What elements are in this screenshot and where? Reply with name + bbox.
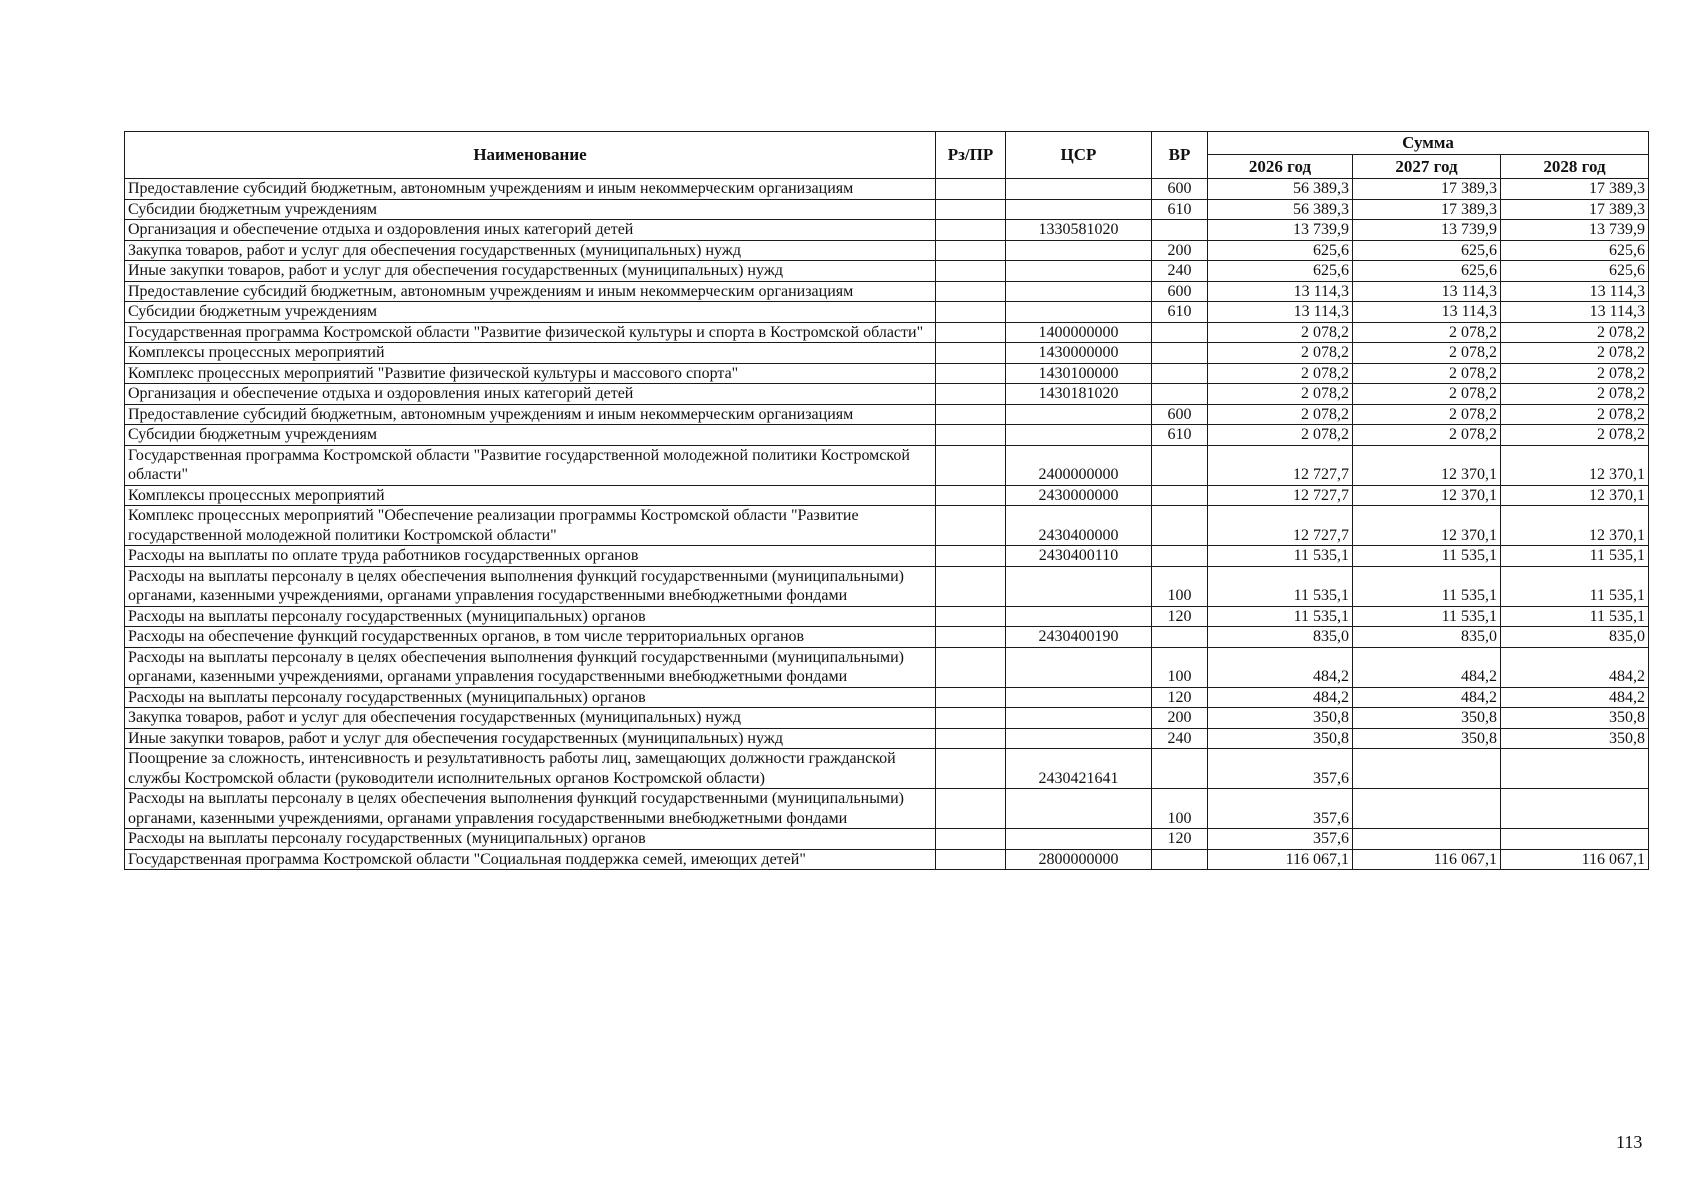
cell-2028: 12 370,1 xyxy=(1501,506,1649,546)
table-row xyxy=(125,789,1649,829)
cell-name: Расходы на выплаты персоналу в целях обеспечения выполнения функций государственными (муниципальными) органами, казенными учреждениями, органами управления государственными внебюджетными фондами xyxy=(125,647,936,687)
cell-vr xyxy=(1152,220,1208,241)
cell-vr: 120 xyxy=(1152,829,1208,850)
cell-2027: 12 370,1 xyxy=(1353,506,1501,546)
cell-2026: 350,8 xyxy=(1208,728,1353,749)
table-body xyxy=(125,179,1649,870)
cell-2027: 116 067,1 xyxy=(1353,849,1501,870)
cell-2026: 13 114,3 xyxy=(1208,281,1353,302)
cell-name: Государственная программа Костромской области "Развитие физической культуры и спорта в Костромской области" xyxy=(125,322,936,343)
cell-vr xyxy=(1152,363,1208,384)
cell-name: Расходы на обеспечение функций государственных органов, в том числе территориальных органов xyxy=(125,627,936,648)
cell-2028 xyxy=(1501,789,1649,829)
cell-name: Расходы на выплаты персоналу государственных (муниципальных) органов xyxy=(125,687,936,708)
cell-name: Расходы на выплаты персоналу государственных (муниципальных) органов xyxy=(125,829,936,850)
cell-2028: 13 739,9 xyxy=(1501,220,1649,241)
cell-name: Государственная программа Костромской области "Развитие государственной молодежной политики Костромской области" xyxy=(125,445,936,485)
cell-vr: 610 xyxy=(1152,199,1208,220)
header-year-2026: 2026 год xyxy=(1208,155,1353,179)
cell-2027 xyxy=(1353,749,1501,789)
cell-2026: 357,6 xyxy=(1208,789,1353,829)
cell-vr: 240 xyxy=(1152,261,1208,282)
cell-vr xyxy=(1152,749,1208,789)
cell-2027: 625,6 xyxy=(1353,261,1501,282)
cell-2026: 2 078,2 xyxy=(1208,404,1353,425)
table-row xyxy=(125,425,1649,446)
cell-rzpr xyxy=(936,687,1006,708)
cell-2027: 2 078,2 xyxy=(1353,343,1501,364)
cell-rzpr xyxy=(936,789,1006,829)
cell-rzpr xyxy=(936,647,1006,687)
cell-2028: 484,2 xyxy=(1501,687,1649,708)
cell-2027: 2 078,2 xyxy=(1353,425,1501,446)
cell-name: Предоставление субсидий бюджетным, автономным учреждениям и иным некоммерческим организациям xyxy=(125,404,936,425)
cell-2026: 357,6 xyxy=(1208,829,1353,850)
cell-csr xyxy=(1006,606,1152,627)
cell-2027: 484,2 xyxy=(1353,687,1501,708)
header-year-2028: 2028 год xyxy=(1501,155,1649,179)
cell-2027: 2 078,2 xyxy=(1353,384,1501,405)
cell-2028: 2 078,2 xyxy=(1501,404,1649,425)
cell-csr xyxy=(1006,687,1152,708)
cell-name: Иные закупки товаров, работ и услуг для обеспечения государственных (муниципальных) нужд xyxy=(125,261,936,282)
cell-2028: 2 078,2 xyxy=(1501,363,1649,384)
cell-csr xyxy=(1006,425,1152,446)
table-row xyxy=(125,849,1649,870)
cell-csr: 2430400110 xyxy=(1006,546,1152,567)
cell-2026: 2 078,2 xyxy=(1208,425,1353,446)
cell-2027: 484,2 xyxy=(1353,647,1501,687)
cell-rzpr xyxy=(936,708,1006,729)
cell-vr xyxy=(1152,384,1208,405)
cell-csr xyxy=(1006,199,1152,220)
cell-csr xyxy=(1006,404,1152,425)
header-rzpr: Рз/ПР xyxy=(936,132,1006,179)
cell-2028: 625,6 xyxy=(1501,261,1649,282)
cell-2027: 2 078,2 xyxy=(1353,322,1501,343)
cell-csr xyxy=(1006,829,1152,850)
table-header xyxy=(125,132,1649,179)
cell-rzpr xyxy=(936,566,1006,606)
cell-csr: 2430400000 xyxy=(1006,506,1152,546)
table-row xyxy=(125,627,1649,648)
cell-name: Комплексы процессных мероприятий xyxy=(125,343,936,364)
cell-vr xyxy=(1152,506,1208,546)
cell-vr: 240 xyxy=(1152,728,1208,749)
cell-2028: 350,8 xyxy=(1501,728,1649,749)
table-row xyxy=(125,749,1649,789)
cell-2026: 11 535,1 xyxy=(1208,566,1353,606)
cell-csr: 1430000000 xyxy=(1006,343,1152,364)
cell-2026: 625,6 xyxy=(1208,261,1353,282)
cell-vr: 120 xyxy=(1152,687,1208,708)
cell-name: Закупка товаров, работ и услуг для обеспечения государственных (муниципальных) нужд xyxy=(125,708,936,729)
table-row xyxy=(125,829,1649,850)
cell-rzpr xyxy=(936,728,1006,749)
cell-2027: 12 370,1 xyxy=(1353,485,1501,506)
cell-csr xyxy=(1006,647,1152,687)
cell-2028 xyxy=(1501,829,1649,850)
cell-2027: 13 114,3 xyxy=(1353,281,1501,302)
cell-2026: 484,2 xyxy=(1208,647,1353,687)
budget-table xyxy=(124,131,1649,870)
table-row xyxy=(125,343,1649,364)
cell-2026: 2 078,2 xyxy=(1208,322,1353,343)
cell-rzpr xyxy=(936,606,1006,627)
cell-vr: 600 xyxy=(1152,179,1208,200)
cell-csr xyxy=(1006,708,1152,729)
cell-2028: 17 389,3 xyxy=(1501,199,1649,220)
cell-2026: 2 078,2 xyxy=(1208,363,1353,384)
cell-2026: 625,6 xyxy=(1208,240,1353,261)
cell-rzpr xyxy=(936,240,1006,261)
cell-2027: 11 535,1 xyxy=(1353,566,1501,606)
cell-name: Предоставление субсидий бюджетным, автономным учреждениям и иным некоммерческим организациям xyxy=(125,281,936,302)
cell-vr xyxy=(1152,343,1208,364)
cell-name: Комплексы процессных мероприятий xyxy=(125,485,936,506)
cell-name: Расходы на выплаты по оплате труда работников государственных органов xyxy=(125,546,936,567)
cell-rzpr xyxy=(936,829,1006,850)
cell-2028: 13 114,3 xyxy=(1501,281,1649,302)
cell-2026: 2 078,2 xyxy=(1208,343,1353,364)
cell-csr: 2430421641 xyxy=(1006,749,1152,789)
cell-2027 xyxy=(1353,829,1501,850)
header-vr: ВР xyxy=(1152,132,1208,179)
cell-2026: 12 727,7 xyxy=(1208,485,1353,506)
cell-2026: 835,0 xyxy=(1208,627,1353,648)
cell-2027: 350,8 xyxy=(1353,728,1501,749)
cell-vr: 200 xyxy=(1152,708,1208,729)
cell-2027: 12 370,1 xyxy=(1353,445,1501,485)
header-name: Наименование xyxy=(125,132,936,179)
table-row xyxy=(125,404,1649,425)
cell-csr xyxy=(1006,179,1152,200)
cell-csr xyxy=(1006,302,1152,323)
cell-rzpr xyxy=(936,749,1006,789)
table-row xyxy=(125,485,1649,506)
cell-csr: 2430400190 xyxy=(1006,627,1152,648)
cell-rzpr xyxy=(936,199,1006,220)
cell-2028: 350,8 xyxy=(1501,708,1649,729)
table-row xyxy=(125,261,1649,282)
cell-csr xyxy=(1006,240,1152,261)
cell-2026: 11 535,1 xyxy=(1208,546,1353,567)
cell-csr: 1400000000 xyxy=(1006,322,1152,343)
cell-csr xyxy=(1006,261,1152,282)
cell-2027 xyxy=(1353,789,1501,829)
cell-2027: 13 114,3 xyxy=(1353,302,1501,323)
table-row xyxy=(125,606,1649,627)
cell-vr xyxy=(1152,546,1208,567)
cell-2027: 11 535,1 xyxy=(1353,606,1501,627)
cell-rzpr xyxy=(936,425,1006,446)
cell-name: Расходы на выплаты персоналу в целях обеспечения выполнения функций государственными (муниципальными) органами, казенными учреждениями, органами управления государственными внебюджетными фондами xyxy=(125,566,936,606)
cell-2028: 625,6 xyxy=(1501,240,1649,261)
cell-2026: 56 389,3 xyxy=(1208,199,1353,220)
cell-vr: 600 xyxy=(1152,404,1208,425)
cell-rzpr xyxy=(936,179,1006,200)
cell-vr xyxy=(1152,627,1208,648)
cell-name: Субсидии бюджетным учреждениям xyxy=(125,302,936,323)
table-row xyxy=(125,445,1649,485)
cell-vr xyxy=(1152,849,1208,870)
cell-vr: 200 xyxy=(1152,240,1208,261)
cell-rzpr xyxy=(936,627,1006,648)
cell-2026: 13 114,3 xyxy=(1208,302,1353,323)
cell-vr: 100 xyxy=(1152,566,1208,606)
cell-vr: 120 xyxy=(1152,606,1208,627)
table-row xyxy=(125,647,1649,687)
cell-csr: 2430000000 xyxy=(1006,485,1152,506)
cell-rzpr xyxy=(936,261,1006,282)
cell-csr xyxy=(1006,566,1152,606)
cell-2028: 12 370,1 xyxy=(1501,445,1649,485)
cell-vr xyxy=(1152,445,1208,485)
cell-name: Закупка товаров, работ и услуг для обеспечения государственных (муниципальных) нужд xyxy=(125,240,936,261)
cell-rzpr xyxy=(936,384,1006,405)
cell-vr: 100 xyxy=(1152,647,1208,687)
cell-name: Субсидии бюджетным учреждениям xyxy=(125,199,936,220)
cell-name: Предоставление субсидий бюджетным, автономным учреждениям и иным некоммерческим организациям xyxy=(125,179,936,200)
table-row xyxy=(125,302,1649,323)
table-row xyxy=(125,728,1649,749)
table-row xyxy=(125,708,1649,729)
cell-2028: 11 535,1 xyxy=(1501,606,1649,627)
cell-2027: 13 739,9 xyxy=(1353,220,1501,241)
cell-2027: 625,6 xyxy=(1353,240,1501,261)
cell-rzpr xyxy=(936,445,1006,485)
cell-csr xyxy=(1006,728,1152,749)
cell-csr: 2400000000 xyxy=(1006,445,1152,485)
cell-rzpr xyxy=(936,363,1006,384)
cell-name: Комплекс процессных мероприятий "Развитие физической культуры и массового спорта" xyxy=(125,363,936,384)
table-row xyxy=(125,199,1649,220)
table-row xyxy=(125,240,1649,261)
cell-2027: 17 389,3 xyxy=(1353,199,1501,220)
cell-2027: 350,8 xyxy=(1353,708,1501,729)
cell-2027: 835,0 xyxy=(1353,627,1501,648)
header-csr: ЦСР xyxy=(1006,132,1152,179)
table-row xyxy=(125,384,1649,405)
cell-rzpr xyxy=(936,281,1006,302)
cell-csr xyxy=(1006,281,1152,302)
cell-name: Государственная программа Костромской области "Социальная поддержка семей, имеющих детей" xyxy=(125,849,936,870)
cell-2026: 350,8 xyxy=(1208,708,1353,729)
cell-csr: 2800000000 xyxy=(1006,849,1152,870)
cell-name: Организация и обеспечение отдыха и оздоровления иных категорий детей xyxy=(125,220,936,241)
cell-name: Субсидии бюджетным учреждениям xyxy=(125,425,936,446)
cell-rzpr xyxy=(936,506,1006,546)
cell-name: Поощрение за сложность, интенсивность и результативность работы лиц, замещающих должности гражданской службы Костромской области (руководители исполнительных органов Костромской области) xyxy=(125,749,936,789)
cell-2028: 484,2 xyxy=(1501,647,1649,687)
cell-rzpr xyxy=(936,302,1006,323)
table-row xyxy=(125,546,1649,567)
cell-2028: 116 067,1 xyxy=(1501,849,1649,870)
cell-name: Расходы на выплаты персоналу в целях обеспечения выполнения функций государственными (муниципальными) органами, казенными учреждениями, органами управления государственными внебюджетными фондами xyxy=(125,789,936,829)
cell-rzpr xyxy=(936,404,1006,425)
cell-rzpr xyxy=(936,546,1006,567)
cell-2027: 17 389,3 xyxy=(1353,179,1501,200)
budget-table-sheet xyxy=(124,131,1649,870)
cell-rzpr xyxy=(936,485,1006,506)
table-row xyxy=(125,281,1649,302)
cell-2026: 12 727,7 xyxy=(1208,445,1353,485)
cell-vr xyxy=(1152,322,1208,343)
cell-2028: 2 078,2 xyxy=(1501,322,1649,343)
cell-rzpr xyxy=(936,343,1006,364)
cell-2026: 13 739,9 xyxy=(1208,220,1353,241)
cell-2028: 12 370,1 xyxy=(1501,485,1649,506)
cell-csr: 1430100000 xyxy=(1006,363,1152,384)
cell-2027: 2 078,2 xyxy=(1353,363,1501,384)
table-row xyxy=(125,566,1649,606)
cell-2028: 13 114,3 xyxy=(1501,302,1649,323)
cell-vr: 610 xyxy=(1152,425,1208,446)
cell-2028: 11 535,1 xyxy=(1501,546,1649,567)
cell-2028: 17 389,3 xyxy=(1501,179,1649,200)
cell-2027: 2 078,2 xyxy=(1353,404,1501,425)
cell-csr xyxy=(1006,789,1152,829)
cell-2026: 116 067,1 xyxy=(1208,849,1353,870)
table-row xyxy=(125,687,1649,708)
cell-name: Расходы на выплаты персоналу государственных (муниципальных) органов xyxy=(125,606,936,627)
cell-2026: 357,6 xyxy=(1208,749,1353,789)
cell-2028: 2 078,2 xyxy=(1501,343,1649,364)
table-row xyxy=(125,179,1649,200)
cell-vr xyxy=(1152,485,1208,506)
cell-2028: 835,0 xyxy=(1501,627,1649,648)
cell-2026: 56 389,3 xyxy=(1208,179,1353,200)
cell-vr: 100 xyxy=(1152,789,1208,829)
cell-vr: 600 xyxy=(1152,281,1208,302)
cell-rzpr xyxy=(936,220,1006,241)
cell-2028: 2 078,2 xyxy=(1501,384,1649,405)
cell-2028 xyxy=(1501,749,1649,789)
cell-2026: 12 727,7 xyxy=(1208,506,1353,546)
table-row xyxy=(125,363,1649,384)
cell-2026: 484,2 xyxy=(1208,687,1353,708)
cell-2028: 2 078,2 xyxy=(1501,425,1649,446)
cell-2028: 11 535,1 xyxy=(1501,566,1649,606)
table-row xyxy=(125,220,1649,241)
cell-name: Иные закупки товаров, работ и услуг для обеспечения государственных (муниципальных) нужд xyxy=(125,728,936,749)
page-number: 113 xyxy=(1616,1132,1643,1152)
cell-name: Организация и обеспечение отдыха и оздоровления иных категорий детей xyxy=(125,384,936,405)
cell-name: Комплекс процессных мероприятий "Обеспечение реализации программы Костромской области "Развитие государственной молодежной политики Костромской области" xyxy=(125,506,936,546)
cell-2026: 2 078,2 xyxy=(1208,384,1353,405)
cell-csr: 1430181020 xyxy=(1006,384,1152,405)
table-row xyxy=(125,322,1649,343)
cell-rzpr xyxy=(936,322,1006,343)
cell-csr: 1330581020 xyxy=(1006,220,1152,241)
cell-vr: 610 xyxy=(1152,302,1208,323)
header-year-2027: 2027 год xyxy=(1353,155,1501,179)
cell-2026: 11 535,1 xyxy=(1208,606,1353,627)
header-sum: Сумма xyxy=(1208,132,1649,155)
cell-rzpr xyxy=(936,849,1006,870)
cell-2027: 11 535,1 xyxy=(1353,546,1501,567)
table-row xyxy=(125,506,1649,546)
